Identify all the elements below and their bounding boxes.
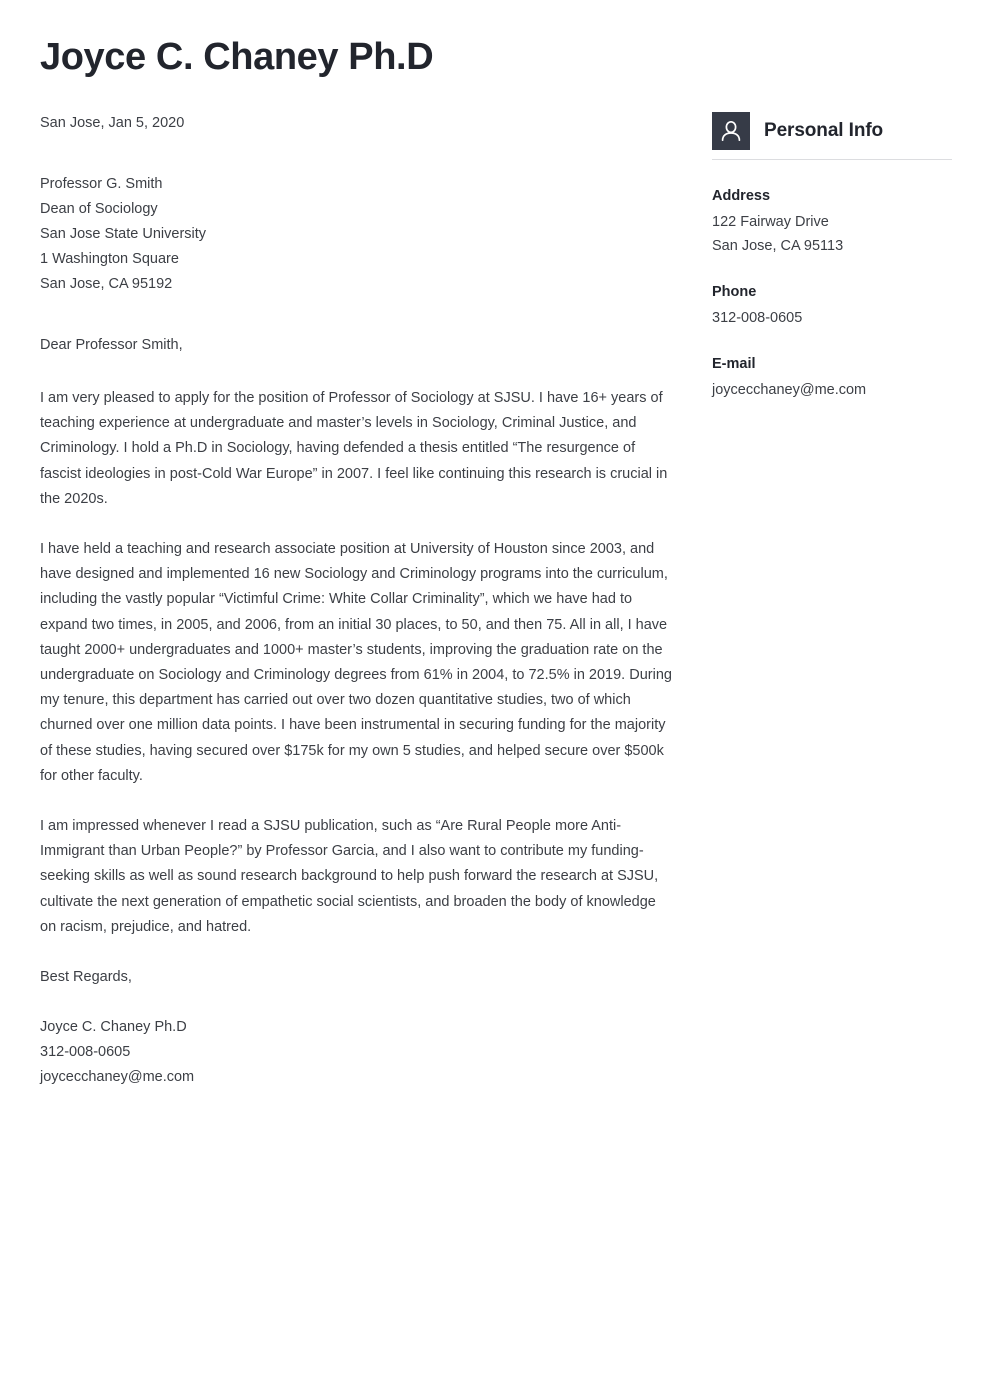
signature-phone: 312-008-0605 — [40, 1044, 131, 1061]
recipient-line: 1 Washington Square — [40, 251, 179, 267]
signature-email: joycecchaney@me.com — [40, 1069, 195, 1086]
recipient-address-block — [40, 172, 674, 297]
personal-info-header — [712, 112, 952, 160]
info-group-phone — [712, 280, 962, 330]
recipient-line: Dean of Sociology — [40, 201, 158, 217]
info-value: joycecchaney@me.com — [712, 382, 867, 398]
info-value: 122 Fairway Drive — [712, 214, 829, 230]
page-title: Joyce C. Chaney Ph.D — [40, 36, 434, 78]
info-group-email — [712, 352, 962, 402]
recipient-line: Professor G. Smith — [40, 176, 163, 192]
personal-info-sidebar — [712, 112, 962, 402]
date-line: San Jose, Jan 5, 2020 — [40, 115, 185, 131]
person-icon — [712, 112, 750, 150]
info-label: Address — [712, 188, 771, 204]
recipient-line: San Jose, CA 95192 — [40, 276, 173, 292]
info-label: E-mail — [712, 356, 756, 372]
salutation: Dear Professor Smith, — [40, 337, 183, 353]
signature-name: Joyce C. Chaney Ph.D — [40, 1019, 187, 1036]
letter-paragraph: I am impressed whenever I read a SJSU publication, such as “Are Rural People more Anti-Immigrant than Urban People?” by Professor Garcia, and I also want to contribute my funding-seeking skills as well as sound research background to help push forward the research at SJSU, cultivate the next generation of empathetic social scientists, and broaden the body of knowledge on racism, prejudice, and hatred. — [40, 818, 659, 935]
letter-body-column — [40, 112, 674, 1090]
info-group-address — [712, 184, 962, 258]
closing-salutation: Best Regards, — [40, 969, 132, 986]
letter-paragraph: I am very pleased to apply for the position of Professor of Sociology at SJSU. I have 16+ years of teaching experience at undergraduate and master’s levels in Sociology, Criminal Justice, and Criminology. I hold a Ph.D in Sociology, having defended a thesis entitled “The resurgence of fascist ideologies in post-Cold War Europe” in 2007. I feel like continuing this research is crucial in the 2020s. — [40, 390, 668, 507]
signature-block — [40, 1015, 674, 1090]
recipient-line: San Jose State University — [40, 226, 207, 242]
letter-paragraph: I have held a teaching and research associate position at University of Houston since 2003, and have designed and implemented 16 new Sociology and Criminology programs into the curriculum, including the vastly popular “Victimful Crime: White Collar Criminality”, which we have had to expand two times, in 2005, and 2006, from an initial 30 places, to 50, and then 75. All in all, I have taught 2000+ undergraduates and 1000+ master’s students, improving the graduation rate on the undergraduate on Sociology and Criminology degrees from 61% in 2004, to 72.5% in 2019. During my tenure, this department has carried out over two dozen quantitative studies, two of which churned over one million data points. I have been instrumental in securing funding for the majority of these studies, having secured over $175k for my own 5 studies, and helped secure over $500k for other faculty. — [40, 541, 672, 784]
info-value: San Jose, CA 95113 — [712, 238, 844, 254]
personal-info-title: Personal Info — [764, 120, 884, 141]
info-label: Phone — [712, 284, 757, 300]
info-value: 312-008-0605 — [712, 310, 803, 326]
